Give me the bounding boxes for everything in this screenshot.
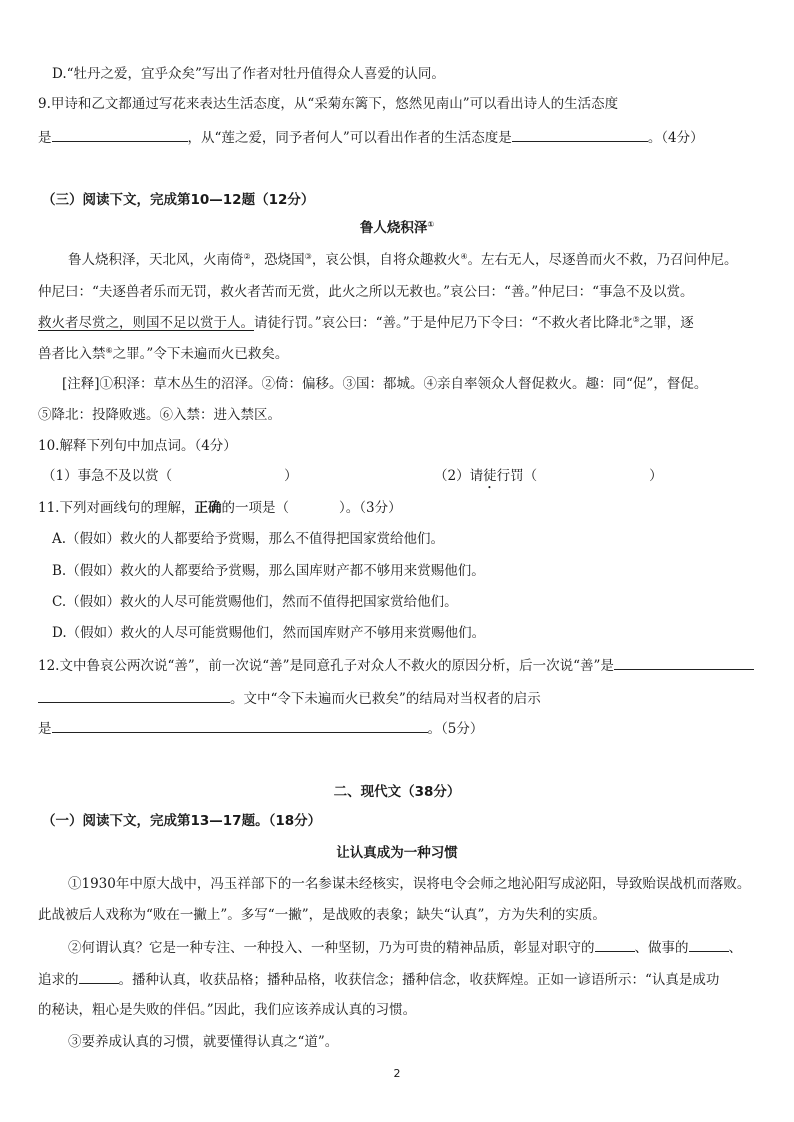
passage-text: 请徒行罚。”哀公曰：“善。”于是仲尼乃下令曰：“不救火者比降北 xyxy=(254,315,633,331)
fill-blank-2[interactable] xyxy=(689,937,729,952)
title-footnote-mark: ① xyxy=(427,220,435,229)
notes-line-1: [注释]①积泽：草木丛生的沼泽。②倚：偏移。③国：都城。④亲自率领众人督促救火。趣：同“促”，督促。 xyxy=(62,376,708,392)
q12-blank-2[interactable] xyxy=(52,718,428,733)
q11-option-a[interactable]: A.（假如）救火的人都要给予赏赐，那么不值得把国家赏给他们。 xyxy=(52,531,445,547)
passage-text: ，哀公惧，自将众趣救火 xyxy=(311,252,461,268)
passage-line-2: 仲尼曰：“夫逐兽者乐而无罚，救火者苦而无赏，此火之所以无救也。”哀公曰：“善。”仲尼曰：“事急不及以赏。 xyxy=(38,284,694,300)
q11-text: 11.下列对画线句的理解， xyxy=(38,500,195,516)
underlined-sentence: 救火者尽赏之，则国不足以赏于人。 xyxy=(38,315,254,331)
article-para2-line3: 的秘诀，粗心是失败的伴侣。”因此，我们应该养成认真的习惯。 xyxy=(38,1002,417,1018)
q11-option-b[interactable]: B.（假如）救火的人都要给予赏赐，那么国库财产都不够用来赏赐他们。 xyxy=(52,563,485,579)
dotted-word: 徒 xyxy=(483,468,497,484)
part2-sub-header: （一）阅读下文，完成第13—17题。（18分） xyxy=(42,813,322,829)
passage-text: 。左右无人，尽逐兽而火不救，乃召问仲尼。 xyxy=(467,252,738,268)
article-para1-line2: 此战被后人戏称为“败在一撇上”。多写“一撇”，是战败的表象；缺失“认真”，方为失利的实质。 xyxy=(38,907,606,923)
passage-line-3 xyxy=(38,313,758,333)
question-12-line2 xyxy=(38,688,758,709)
option-d: D.“牡丹之爱，宜乎众矣”写出了作者对牡丹值得众人喜爱的认同。 xyxy=(52,66,445,82)
q11-option-c[interactable]: C.（假如）救火的人尽可能赏赐他们，然而不值得把国家赏给他们。 xyxy=(52,594,458,610)
question-10: 10.解释下列句中加点词。（4分） xyxy=(38,438,237,454)
article-title: 让认真成为一种习惯 xyxy=(336,845,458,861)
passage-title-text: 鲁人烧积泽 xyxy=(359,220,428,236)
question-9-line2 xyxy=(38,127,758,148)
q10-paren-close: ） xyxy=(649,468,663,484)
q11-emphasis: 正确 xyxy=(194,500,222,516)
passage-text: 之罪。”令下未遍而火已救矣。 xyxy=(112,346,289,362)
question-10-items xyxy=(42,466,758,486)
question-12-line1 xyxy=(38,655,758,676)
q10-item-2 xyxy=(434,466,663,492)
passage-line-1 xyxy=(68,250,758,270)
q11-option-d[interactable]: D.（假如）救火的人尽可能赏赐他们，然而国库财产不够用来赏赐他们。 xyxy=(52,625,486,641)
q12-blank-1[interactable] xyxy=(614,655,754,670)
fill-blank-1[interactable] xyxy=(595,937,635,952)
q12-text: 。文中“令下未遍而火已救矣”的结局对当权者的启示 xyxy=(230,691,541,707)
q12-text: 12.文中鲁哀公两次说“善”，前一次说“善”是同意孔子对众人不救火的原因分析，后一次说“善”是 xyxy=(38,658,614,674)
q9-blank-1[interactable] xyxy=(52,127,188,142)
q9-end: 。（4分） xyxy=(647,130,704,146)
article-text: ②何谓认真？它是一种专注、一种投入、一种坚韧，乃为可贵的精神品质，彰显对职守的 xyxy=(68,940,595,956)
q9-blank-2[interactable] xyxy=(512,127,648,142)
article-para2-line1 xyxy=(68,937,758,958)
passage-title xyxy=(0,218,794,238)
article-para2-line2 xyxy=(38,969,758,990)
q12-is: 是 xyxy=(38,721,52,737)
footnote-mark: ② xyxy=(243,252,251,261)
q10-paren-close: ） xyxy=(284,468,298,484)
article-text: 。播种认真，收获品格；播种品格，收获信念；播种信念，收获辉煌。正如一谚语所示：“认真是成功 xyxy=(118,972,720,988)
q12-blank-1-cont[interactable] xyxy=(38,688,230,703)
article-text: 、 xyxy=(728,940,742,956)
footnote-mark: ③ xyxy=(304,252,312,261)
passage-line-4 xyxy=(38,344,758,364)
footnote-mark: ⑤ xyxy=(632,315,640,324)
q9-mid: ，从“莲之爱，同予者何人”可以看出作者的生活态度是 xyxy=(187,130,512,146)
notes-line-2: ⑤降北：投降败逃。⑥入禁：进入禁区。 xyxy=(38,407,281,423)
article-text: 追求的 xyxy=(38,972,79,988)
passage-text: 兽者比入禁 xyxy=(38,346,106,362)
passage-text: ，恐烧国 xyxy=(250,252,305,268)
q10-item-2-pre: （2）请 xyxy=(434,468,484,484)
q12-end: 。（5分） xyxy=(427,721,484,737)
footnote-mark: ④ xyxy=(460,252,468,261)
q10-item-1: （1）事急不及以赏（ xyxy=(42,468,173,484)
question-11 xyxy=(38,498,758,518)
fill-blank-3[interactable] xyxy=(79,969,119,984)
article-text: 、做事的 xyxy=(634,940,689,956)
article-para1-line1: ①1930年中原大战中，冯玉祥部下的一名参谋未经核实，误将电令会师之地沁阳写成泌阳，导致贻误战机而落败。 xyxy=(68,876,751,892)
q9-is: 是 xyxy=(38,130,52,146)
q11-text: 的一项是（ xyxy=(221,500,289,516)
section3-header: （三）阅读下文，完成第10—12题（12分） xyxy=(42,192,315,208)
passage-text: 之罪，逐 xyxy=(639,315,694,331)
footnote-mark: ⑥ xyxy=(105,346,113,355)
passage-text: 鲁人烧积泽，天北风，火南倚 xyxy=(68,252,244,268)
article-para3: ③要养成认真的习惯，就要懂得认真之“道”。 xyxy=(68,1034,339,1050)
part2-header: 二、现代文（38分） xyxy=(333,784,461,800)
question-9-line1: 9.甲诗和乙文都通过写花来表达生活态度，从“采菊东篱下，悠然见南山”可以看出诗人的生活态度 xyxy=(38,96,619,112)
page-number: 2 xyxy=(393,1067,401,1080)
question-12-line3 xyxy=(38,718,758,739)
q10-item-2-post: 行罚（ xyxy=(496,468,538,484)
q11-end: ）。（3分） xyxy=(338,500,402,516)
